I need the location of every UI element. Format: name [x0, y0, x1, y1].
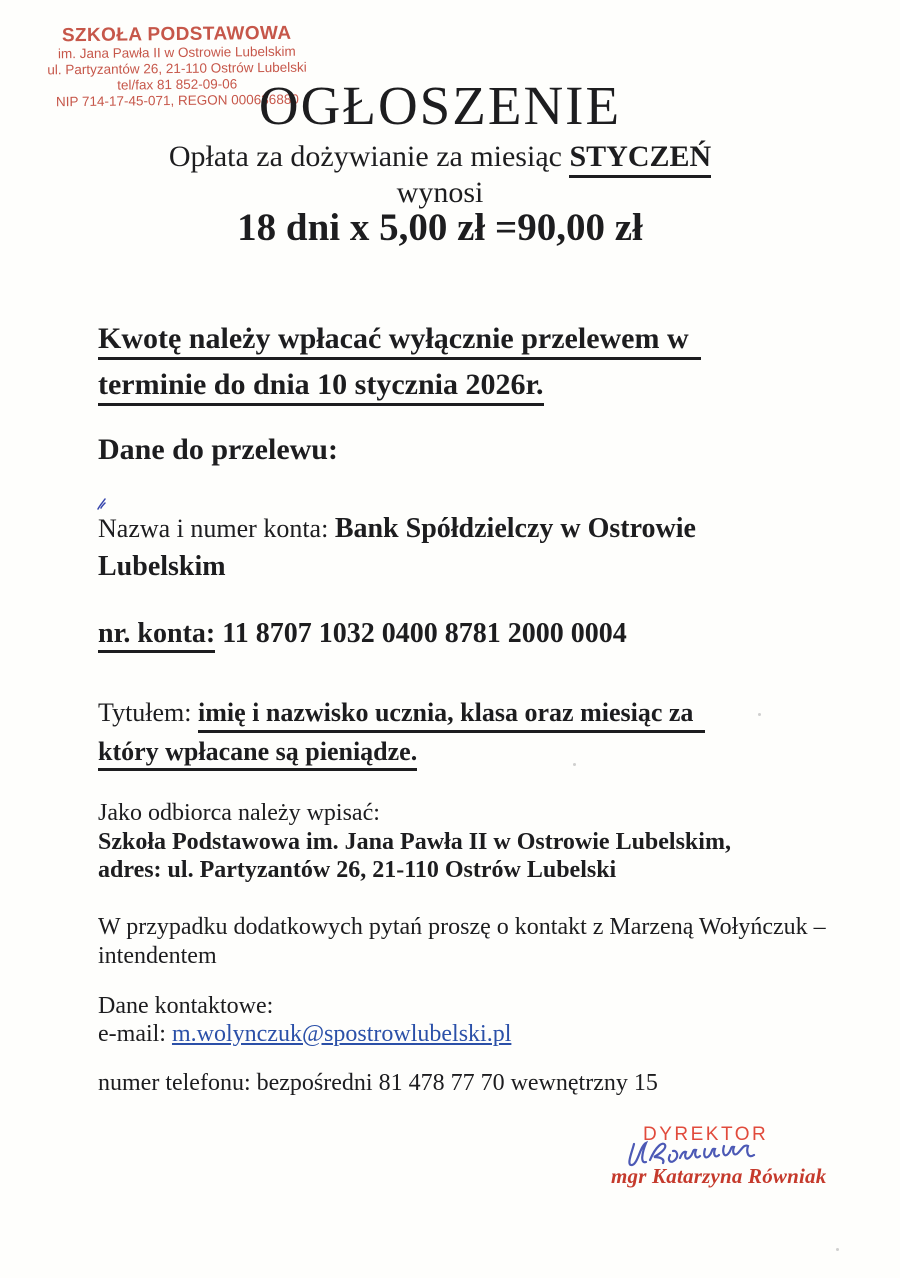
bank-name-line1: Bank Spółdzielczy w Ostrowie	[334, 513, 696, 544]
recipient-section	[98, 799, 828, 885]
recipient-intro: Jako odbiorca należy wpisać:	[98, 800, 380, 826]
recipient-address: adres: ul. Partyzantów 26, 21-110 Ostrów Lubelski	[98, 857, 617, 883]
recipient-name: Szkoła Podstawowa im. Jana Pawła II w Ostrowie Lubelskim,	[98, 828, 731, 855]
amount-line: 18 dni x 5,00 zł =90,00 zł	[237, 206, 643, 249]
phone-line: numer telefonu: bezpośredni 81 478 77 70 wewnętrzny 15	[98, 1070, 658, 1096]
stamp-nip-regon-line: NIP 714-17-45-071, REGON 000636880	[55, 91, 299, 110]
director-name: mgr Katarzyna Równiak	[611, 1164, 827, 1188]
contact-note	[98, 913, 828, 971]
transfer-details-heading: Dane do przelewu:	[98, 433, 338, 466]
subtitle-month: STYCZEŃ	[569, 140, 711, 178]
account-number-label: nr. konta:	[98, 618, 215, 653]
payment-deadline-line2: terminie do dnia 10 stycznia 2026r.	[98, 367, 544, 406]
contact-data-section	[98, 993, 828, 1048]
subtitle	[0, 140, 890, 178]
stamp-patron-line: im. Jana Pawła II w Ostrowie Lubelskim	[57, 43, 296, 62]
subtitle-text: Opłata za dożywianie za miesiąc	[168, 140, 570, 173]
scan-speck	[836, 1248, 839, 1251]
wynosi-label: wynosi	[396, 176, 484, 209]
transfer-title-line1: imię i nazwisko ucznia, klasa oraz miesiąc za	[198, 698, 705, 733]
bank-name-line2: Lubelskim	[98, 551, 226, 582]
account-name-section	[98, 510, 828, 586]
transfer-title-line2: który wpłacane są pieniądze.	[98, 737, 417, 772]
scan-speck	[758, 713, 761, 716]
email-label: e-mail:	[98, 1020, 172, 1047]
stamp-school-name: SZKOŁA PODSTAWOWA	[61, 22, 292, 47]
email-link[interactable]: m.wolynczuk@spostrowlubelski.pl	[171, 1020, 512, 1047]
account-number-section	[98, 618, 828, 653]
contact-note-line2: intendentem	[98, 943, 217, 969]
contact-note-line1: W przypadku dodatkowych pytań proszę o kontakt z Marzeną Wołyńczuk –	[98, 914, 826, 940]
stamp-phone-line: tel/fax 81 852-09-06	[117, 76, 238, 93]
account-number-value: 11 8707 1032 0400 8781 2000 0004	[222, 618, 627, 649]
payment-deadline-line1: Kwotę należy wpłacać wyłącznie przelewem w	[98, 321, 701, 360]
page-title: OGŁOSZENIE	[258, 75, 622, 136]
stamp-address-line: ul. Partyzantów 26, 21-110 Ostrów Lubelski	[47, 59, 307, 78]
scan-speck	[573, 763, 576, 766]
contact-data-heading: Dane kontaktowe:	[98, 993, 274, 1019]
payment-deadline	[98, 316, 828, 408]
account-label: Nazwa i numer konta:	[98, 514, 335, 543]
transfer-title-label: Tytułem:	[98, 698, 199, 727]
director-role-label: DYREKTOR	[643, 1124, 769, 1145]
transfer-title-section	[98, 694, 828, 771]
